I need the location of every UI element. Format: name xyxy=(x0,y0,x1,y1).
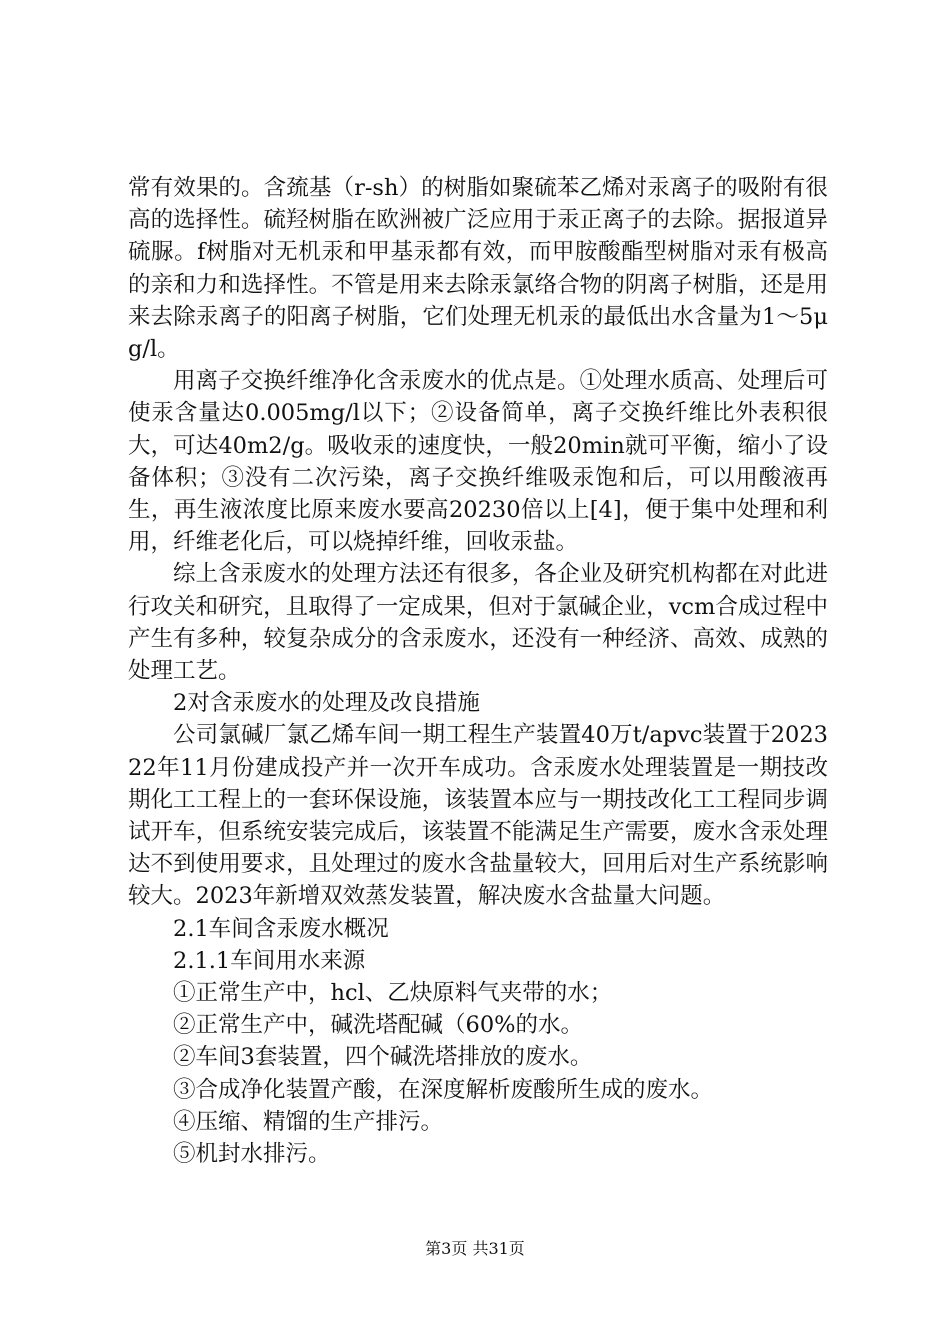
paragraph: 常有效果的。含巯基（r-sh）的树脂如聚硫苯乙烯对汞离子的吸附有很高的选择性。硫羟树脂在欧洲被广泛应用于汞正离子的去除。据报道异硫脲。f树脂对无机汞和甲基汞都有效，而甲胺酸酯型树脂对汞有极高的亲和力和选择性。不管是用来去除汞氯络合物的阴离子树脂，还是用来去除汞离子的阳离子树脂，它们处理无机汞的最低出水含量为1～5μg/l。 xyxy=(128,175,828,363)
subsection-heading: 2.1车间含汞废水概况 xyxy=(173,915,389,942)
list-item: ①正常生产中，hcl、乙炔原料气夹带的水； xyxy=(173,980,613,1007)
paragraph: 公司氯碱厂氯乙烯车间一期工程生产装置40万t/apvc装置于202322年11月份建成投产并一次开车成功。含汞废水处理装置是一期技改期化工工程上的一套环保设施，该装置本应与一期技改化工工程同步调试开车，但系统安装完成后，该装置不能满足生产需要，废水含汞处理达不到使用要求，且处理过的废水含盐量较大，回用后对生产系统影响较大。2023年新增双效蒸发装置，解决废水含盐量大问题。 xyxy=(128,722,828,910)
paragraph: 用离子交换纤维净化含汞废水的优点是。①处理水质高、处理后可使汞含量达0.005mg/l以下；②设备简单，离子交换纤维比外表积很大，可达40m2/g。吸收汞的速度快，一般20min就可平衡，缩小了设备体积；③没有二次污染，离子交换纤维吸汞饱和后，可以用酸液再生，再生液浓度比原来废水要高20230倍以上[4]，便于集中处理和利用，纤维老化后，可以烧掉纤维，回收汞盐。 xyxy=(128,368,828,556)
subsection-heading: 2.1.1车间用水来源 xyxy=(173,947,366,974)
paragraph: 综上含汞废水的处理方法还有很多，各企业及研究机构都在对此进行攻关和研究，且取得了一定成果，但对于氯碱企业，vcm合成过程中产生有多种，较复杂成分的含汞废水，还没有一种经济、高效、成熟的处理工艺。 xyxy=(128,561,828,685)
list-item: ②车间3套装置，四个碱洗塔排放的废水。 xyxy=(173,1044,593,1071)
list-item: ②正常生产中，碱洗塔配碱（60%的水。 xyxy=(173,1012,584,1039)
list-item: ④压缩、精馏的生产排污。 xyxy=(173,1108,444,1135)
page-number: 第3页 共31页 xyxy=(425,1239,525,1258)
section-heading: 2对含汞废水的处理及改良措施 xyxy=(173,690,480,717)
list-item: ③合成净化装置产酸，在深度解析废酸所生成的废水。 xyxy=(173,1076,714,1103)
page-footer xyxy=(0,1238,950,1260)
list-item: ⑤机封水排污。 xyxy=(173,1141,331,1168)
document-body xyxy=(128,172,828,1170)
